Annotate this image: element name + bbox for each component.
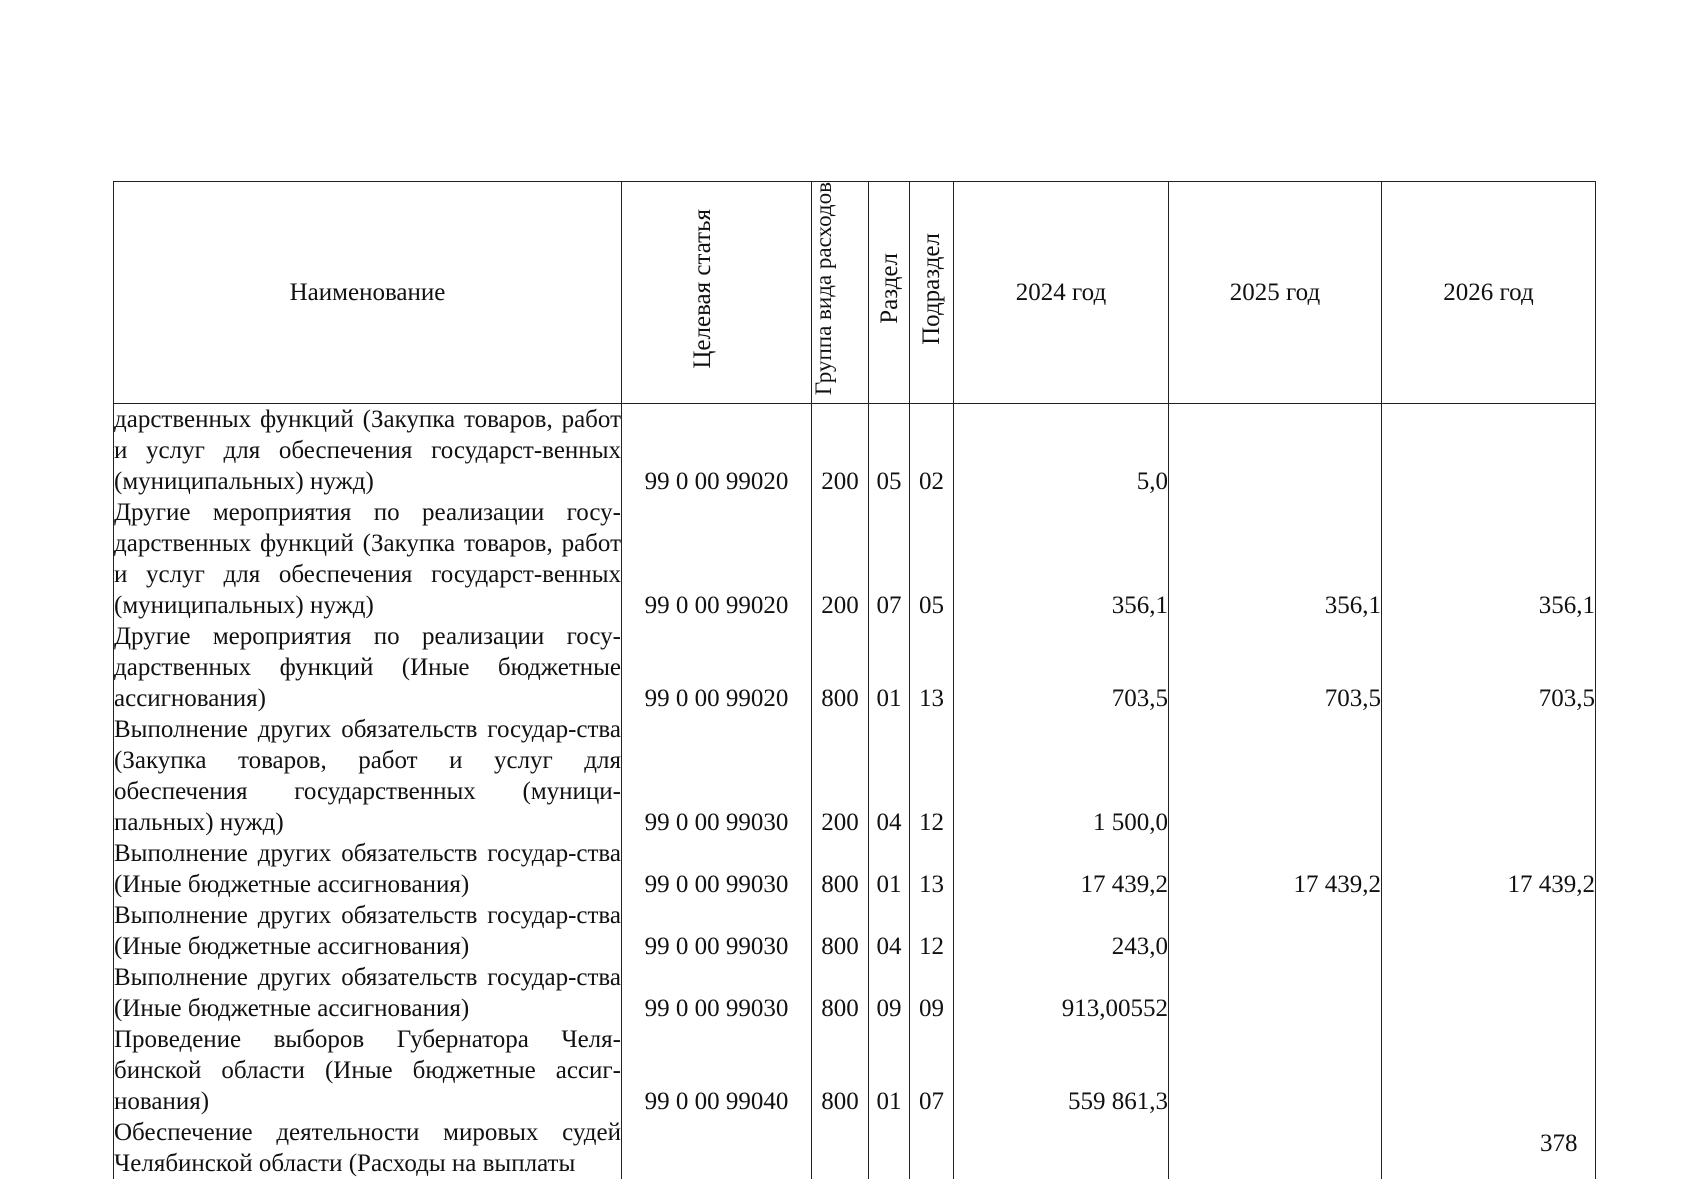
row-value-2026 (1382, 900, 1596, 962)
row-target-article (622, 1117, 812, 1179)
row-value-2024: 17 439,2 (954, 838, 1169, 900)
row-expense-group: 800 (812, 900, 869, 962)
row-expense-group: 800 (812, 962, 869, 1024)
row-value-2026: 356,1 (1382, 497, 1596, 621)
row-value-2026 (1382, 404, 1596, 498)
table-header-row (114, 182, 1596, 404)
table-row (114, 900, 1596, 962)
row-target-article: 99 0 00 99030 (622, 838, 812, 900)
row-value-2024: 913,00552 (954, 962, 1169, 1024)
row-subsection: 13 (910, 621, 954, 714)
row-section: 09 (869, 962, 910, 1024)
table-row (114, 497, 1596, 621)
row-name: Выполнение других обязательств государ-ства (Иные бюджетные ассигнования) (114, 902, 621, 961)
row-subsection: 12 (910, 900, 954, 962)
header-year-2025: 2025 год (1169, 182, 1382, 404)
row-subsection: 09 (910, 962, 954, 1024)
row-name: Выполнение других обязательств государ-ства (Иные бюджетные ассигнования) (114, 840, 621, 899)
row-name: Другие мероприятия по реализации госу-дарственных функций (Закупка товаров, работ и услуг для обеспечения государст-венных (муниципальных) нужд) (114, 499, 621, 620)
row-subsection: 13 (910, 838, 954, 900)
row-value-2025 (1169, 404, 1382, 498)
row-value-2025 (1169, 1024, 1382, 1117)
row-name: Проведение выборов Губернатора Челя-бинской области (Иные бюджетные ассиг-нования) (114, 1026, 621, 1116)
row-target-article: 99 0 00 99020 (622, 621, 812, 714)
row-section: 04 (869, 714, 910, 838)
page-number: 378 (1540, 1130, 1578, 1157)
row-value-2025: 356,1 (1169, 497, 1382, 621)
row-name: дарственных функций (Закупка товаров, работ и услуг для обеспечения государст-венных (муниципальных) нужд) (114, 404, 622, 498)
row-subsection: 05 (910, 497, 954, 621)
row-name: Обеспечение деятельности мировых судей Челябинской области (Расходы на выплаты (114, 1119, 621, 1178)
row-subsection: 02 (910, 404, 954, 498)
row-value-2024: 356,1 (954, 497, 1169, 621)
row-section: 01 (869, 1024, 910, 1117)
row-value-2025: 17 439,2 (1169, 838, 1382, 900)
row-value-2024: 703,5 (954, 621, 1169, 714)
row-expense-group: 200 (812, 404, 869, 498)
row-section: 04 (869, 900, 910, 962)
table-row (114, 621, 1596, 714)
row-subsection: 12 (910, 714, 954, 838)
row-expense-group: 800 (812, 838, 869, 900)
row-value-2026 (1382, 1024, 1596, 1117)
row-value-2025 (1169, 962, 1382, 1024)
row-target-article: 99 0 00 99020 (622, 497, 812, 621)
row-name: Другие мероприятия по реализации госу-дарственных функций (Иные бюджетные ассигнования) (114, 623, 621, 713)
row-target-article: 99 0 00 99030 (622, 714, 812, 838)
row-section: 01 (869, 621, 910, 714)
row-value-2026 (1382, 962, 1596, 1024)
header-year-2026: 2026 год (1382, 182, 1596, 404)
row-target-article: 99 0 00 99020 (622, 404, 812, 498)
row-expense-group: 200 (812, 714, 869, 838)
row-subsection (910, 1117, 954, 1179)
row-section: 05 (869, 404, 910, 498)
header-name: Наименование (114, 182, 622, 404)
table-row (114, 1117, 1596, 1179)
row-value-2025 (1169, 1117, 1382, 1179)
row-section: 07 (869, 497, 910, 621)
row-value-2024: 5,0 (954, 404, 1169, 498)
row-expense-group: 800 (812, 1024, 869, 1117)
header-expense-group: Группа вида расходов (812, 182, 869, 404)
row-value-2025 (1169, 714, 1382, 838)
row-section: 01 (869, 838, 910, 900)
row-target-article: 99 0 00 99030 (622, 900, 812, 962)
row-value-2025: 703,5 (1169, 621, 1382, 714)
table-row (114, 838, 1596, 900)
row-target-article: 99 0 00 99040 (622, 1024, 812, 1117)
row-name: Выполнение других обязательств государ-ства (Закупка товаров, работ и услуг для обеспечения государственных (муници-пальных) нужд) (114, 716, 621, 837)
header-target-article: Целевая статья (622, 182, 812, 404)
header-subsection: Подраздел (910, 182, 954, 404)
table-row (114, 714, 1596, 838)
header-section: Раздел (869, 182, 910, 404)
row-value-2024 (954, 1117, 1169, 1179)
row-value-2026: 703,5 (1382, 621, 1596, 714)
row-name: Выполнение других обязательств государ-ства (Иные бюджетные ассигнования) (114, 964, 621, 1023)
table-row (114, 1024, 1596, 1117)
row-expense-group (812, 1117, 869, 1179)
row-value-2024: 243,0 (954, 900, 1169, 962)
row-section (869, 1117, 910, 1179)
row-value-2024: 1 500,0 (954, 714, 1169, 838)
row-subsection: 07 (910, 1024, 954, 1117)
budget-table (113, 181, 1596, 1179)
row-target-article: 99 0 00 99030 (622, 962, 812, 1024)
row-value-2024: 559 861,3 (954, 1024, 1169, 1117)
header-year-2024: 2024 год (954, 182, 1169, 404)
row-expense-group: 800 (812, 621, 869, 714)
table-row (114, 962, 1596, 1024)
row-value-2025 (1169, 900, 1382, 962)
row-value-2026: 17 439,2 (1382, 838, 1596, 900)
table-row (114, 404, 1596, 498)
row-expense-group: 200 (812, 497, 869, 621)
row-value-2026 (1382, 714, 1596, 838)
